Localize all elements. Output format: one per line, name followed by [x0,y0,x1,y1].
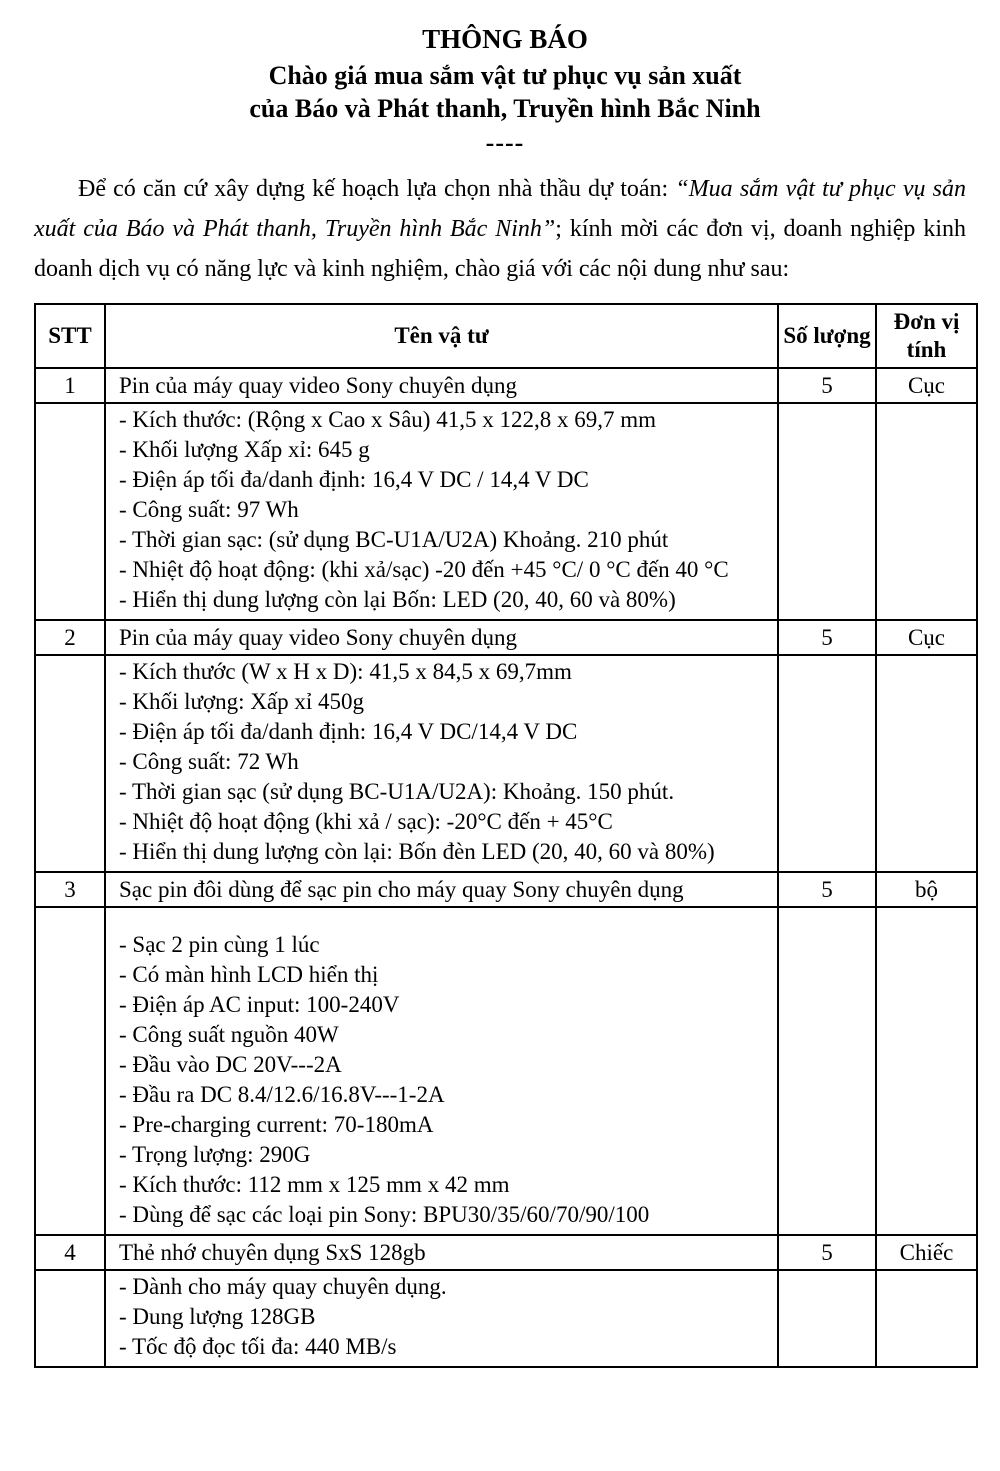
item-details-row-1 [35,403,977,620]
column-header-name: Tên vậ tư [105,304,778,368]
column-header-stt: STT [35,304,105,368]
document-subtitle-line2: của Báo và Phát thanh, Truyền hình Bắc Ninh [249,94,761,123]
detail-line: - Kích thước: 112 mm x 125 mm x 42 mm [119,1172,510,1197]
item-1-quantity: 5 [778,368,876,403]
heading-divider: ---- [485,128,525,157]
detail-line: - Nhiệt độ hoạt động: (khi xả/sạc) -20 đến +45 °C/ 0 °C đến 40 °C [119,557,729,582]
item-4-details-cell [105,1270,778,1367]
document-subtitle-line1: Chào giá mua sắm vật tư phục vụ sản xuất [268,61,742,90]
detail-line: - Công suất nguồn 40W [119,1022,339,1047]
detail-line: - Dung lượng 128GB [119,1304,316,1329]
detail-line: - Dùng để sạc các loại pin Sony: BPU30/35/60/70/90/100 [119,1202,650,1227]
details-2-empty-qty-cell [778,655,876,872]
item-1-details-cell [105,403,778,620]
item-2-quantity: 5 [778,620,876,655]
column-header-qty: Số lượng [778,304,876,368]
column-header-unit: Đơn vị tính [876,304,977,368]
intro-quoted-title: “Mua sắm vật tư phục vụ sản xuất của Báo và Phát thanh, Truyền hình Bắc Ninh” [34,176,967,242]
detail-line: - Thời gian sạc (sử dụng BC-U1A/U2A): Khoảng. 150 phút. [119,779,675,804]
detail-line: - Điện áp tối đa/danh định: 16,4 V DC/14,4 V DC [119,719,578,744]
item-1-stt: 1 [35,368,105,403]
detail-line: - Đầu ra DC 8.4/12.6/16.8V---1-2A [119,1082,445,1107]
document-heading [34,24,976,155]
item-row-4 [35,1235,977,1270]
item-2-details-cell [105,655,778,872]
item-1-unit: Cục [876,368,977,403]
detail-line: - Điện áp tối đa/danh định: 16,4 V DC / 14,4 V DC [119,467,589,492]
detail-line: - Tốc độ đọc tối đa: 440 MB/s [119,1334,397,1359]
table-header-row [35,304,977,368]
details-2-empty-unit-cell [876,655,977,872]
details-1-empty-unit-cell [876,403,977,620]
item-3-stt: 3 [35,872,105,907]
detail-line: - Nhiệt độ hoạt động (khi xả / sạc): -20°C đến + 45°C [119,809,613,834]
item-2-name: Pin của máy quay video Sony chuyên dụng [105,620,778,655]
detail-line: - Đầu vào DC 20V---2A [119,1052,342,1077]
item-details-row-3 [35,907,977,1235]
detail-line: - Có màn hình LCD hiển thị [119,962,379,987]
intro-paragraph [34,169,966,289]
item-row-3 [35,872,977,907]
detail-line: - Công suất: 72 Wh [119,749,299,774]
item-2-unit: Cục [876,620,977,655]
details-3-empty-qty-cell [778,907,876,1235]
details-1-empty-stt-cell [35,403,105,620]
detail-line: - Khối lượng Xấp xỉ: 645 g [119,437,370,462]
intro-text-before: Để có căn cứ xây dựng kế hoạch lựa chọn nhà thầu dự toán: [78,176,676,202]
details-4-empty-stt-cell [35,1270,105,1367]
details-3-empty-stt-cell [35,907,105,1235]
item-3-details-cell [105,907,778,1235]
intro-text-after: ; kính mời các đơn vị, doanh nghiệp kinh doanh dịch vụ có năng lực và kinh nghiệm, chào giá với các nội dung như sau: [34,216,966,282]
detail-line: - Kích thước: (Rộng x Cao x Sâu) 41,5 x 122,8 x 69,7 mm [119,407,656,432]
detail-line: - Trọng lượng: 290G [119,1142,311,1167]
detail-line: - Công suất: 97 Wh [119,497,299,522]
item-3-name: Sạc pin đôi dùng để sạc pin cho máy quay Sony chuyên dụng [105,872,778,907]
item-4-stt: 4 [35,1235,105,1270]
details-4-empty-qty-cell [778,1270,876,1367]
item-4-name: Thẻ nhớ chuyên dụng SxS 128gb [105,1235,778,1270]
item-details-row-4 [35,1270,977,1367]
materials-table [34,303,978,1368]
detail-line: - Điện áp AC input: 100-240V [119,992,400,1017]
document-title: THÔNG BÁO [422,24,588,54]
detail-line: - Dành cho máy quay chuyên dụng. [119,1274,447,1299]
item-4-quantity: 5 [778,1235,876,1270]
details-3-empty-unit-cell [876,907,977,1235]
detail-line: - Khối lượng: Xấp xỉ 450g [119,689,365,714]
detail-line: - Hiển thị dung lượng còn lại Bốn: LED (20, 40, 60 và 80%) [119,587,676,612]
item-row-2 [35,620,977,655]
item-3-unit: bộ [876,872,977,907]
details-4-empty-unit-cell [876,1270,977,1367]
detail-line: - Pre-charging current: 70-180mA [119,1112,434,1137]
item-4-unit: Chiếc [876,1235,977,1270]
details-2-empty-stt-cell [35,655,105,872]
item-3-quantity: 5 [778,872,876,907]
detail-line: - Sạc 2 pin cùng 1 lúc [119,932,320,957]
detail-line: - Hiển thị dung lượng còn lại: Bốn đèn LED (20, 40, 60 và 80%) [119,839,715,864]
detail-line: - Kích thước (W x H x D): 41,5 x 84,5 x 69,7mm [119,659,572,684]
item-1-name: Pin của máy quay video Sony chuyên dụng [105,368,778,403]
item-2-stt: 2 [35,620,105,655]
detail-line: - Thời gian sạc: (sử dụng BC-U1A/U2A) Khoảng. 210 phút [119,527,669,552]
details-1-empty-qty-cell [778,403,876,620]
item-details-row-2 [35,655,977,872]
item-row-1 [35,368,977,403]
